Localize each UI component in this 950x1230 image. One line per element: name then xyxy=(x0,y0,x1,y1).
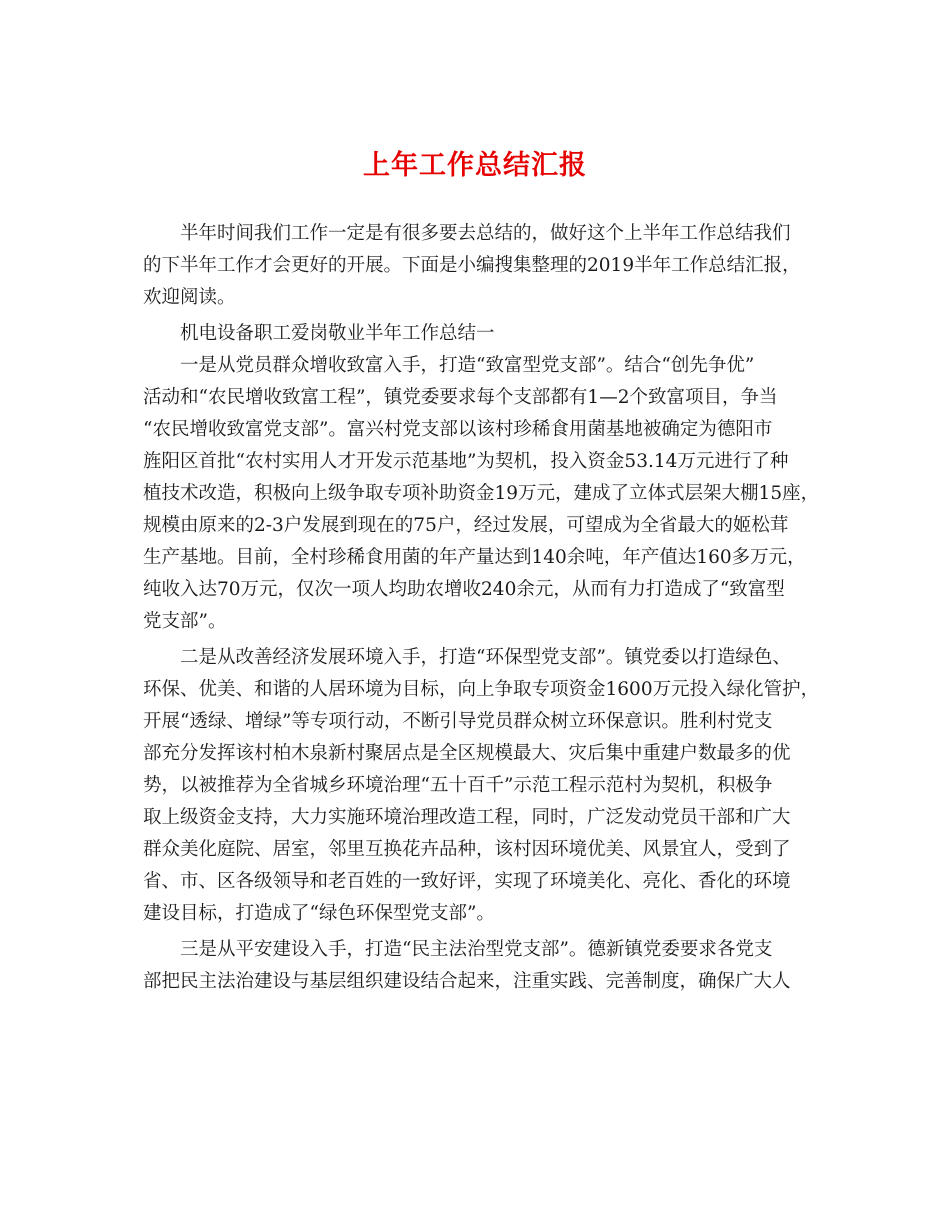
text-line: 三是从平安建设入手，打造“民主法治型党支部”。德新镇党委要求各党支 xyxy=(180,939,773,960)
text-line: “农民增收致富党支部”。富兴村党支部以该村珍稀食用菌基地被确定为德阳市 xyxy=(143,419,773,440)
text-line: 一是从党员群众增收致富入手，打造“致富型党支部”。结合“创先争优” xyxy=(180,355,755,376)
text-line: 势，以被推荐为全省城乡环境治理“五十百千”示范工程示范村为契机，积极争 xyxy=(143,775,773,796)
text-line: 建设目标，打造成了“绿色环保型党支部”。 xyxy=(143,903,495,924)
text-line: 环保、优美、和谐的人居环境为目标，向上争取专项资金1600万元投入绿化管护， xyxy=(143,679,820,700)
text-line: 旌阳区首批“农村实用人才开发示范基地”为契机，投入资金53.14万元进行了种 xyxy=(143,451,789,472)
text-line: 活动和“农民增收致富工程”，镇党委要求每个支部都有1—2个致富项目，争当 xyxy=(143,387,778,408)
text-line: 省、市、区各级领导和老百姓的一致好评，实现了环境美化、亮化、香化的环境 xyxy=(143,871,791,892)
text-line: 二是从改善经济发展环境入手，打造“环保型党支部”。镇党委以打造绿色、 xyxy=(180,647,791,668)
text-line: 规模由原来的2-3户发展到现在的75户，经过发展，可望成为全省最大的姬松茸 xyxy=(143,515,789,536)
text-line: 党支部”。 xyxy=(143,611,227,632)
text-line: 纯收入达70万元，仅次一项人均助农增收240余元，从而有力打造成了“致富型 xyxy=(143,579,785,600)
text-line: 生产基地。目前，全村珍稀食用菌的年产量达到140余吨，年产值达160多万元， xyxy=(143,547,806,568)
text-line: 取上级资金支持，大力实施环境治理改造工程，同时，广泛发动党员干部和广大 xyxy=(143,807,791,828)
text-line: 开展“透绿、增绿”等专项行动，不断引导党员群众树立环保意识。胜利村党支 xyxy=(143,711,773,732)
document-body xyxy=(143,218,823,998)
document-title: 上年工作总结汇报 xyxy=(363,150,587,181)
text-line: 半年时间我们工作一定是有很多要去总结的，做好这个上半年工作总结我们 xyxy=(180,223,791,244)
text-line: 欢迎阅读。 xyxy=(143,287,236,308)
text-line: 的下半年工作才会更好的开展。下面是小编搜集整理的2019半年工作总结汇报， xyxy=(143,255,801,276)
text-line: 部把民主法治建设与基层组织建设结合起来，注重实践、完善制度，确保广大人 xyxy=(143,971,791,992)
text-line: 部充分发挥该村柏木泉新村聚居点是全区规模最大、灾后集中重建户数最多的优 xyxy=(143,743,791,764)
text-line: 群众美化庭院、居室，邻里互换花卉品种，该村因环境优美、风景宜人，受到了 xyxy=(143,839,791,860)
text-line: 植技术改造，积极向上级争取专项补助资金19万元，建成了立体式层架大棚15座， xyxy=(143,483,820,504)
text-line: 机电设备职工爱岗敬业半年工作总结一 xyxy=(180,323,495,344)
